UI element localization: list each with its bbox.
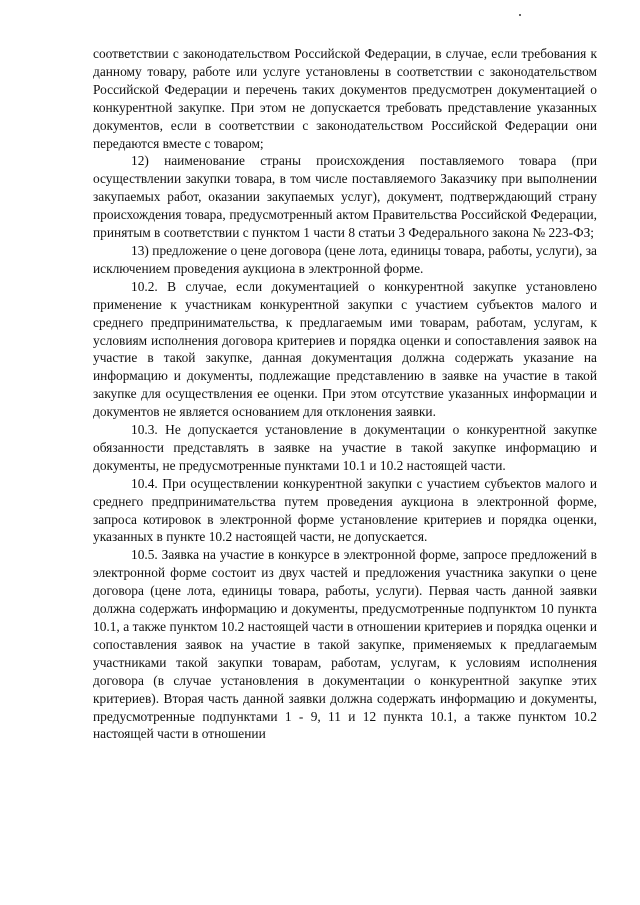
paragraph-continuation: соответствии с законодательством Российской Федерации, в случае, если требования к данному товару, работе или услуге установлены в соответствии с законодательством Российской Федерации и перечень таких документов предусмотрен документацией о конкурентной закупке. При этом не допускается требовать представление указанных документов, если в соответствии с законодательством Российской Федерации они передаются вместе с товаром; bbox=[93, 46, 597, 151]
paragraph-10-4: 10.4. При осуществлении конкурентной закупки с участием субъектов малого и среднего предпринимательства путем проведения аукциона в электронной форме, запроса котировок в электронной форме установление критериев и порядка оценки, указанных в пункте 10.2 настоящей части, не допускается. bbox=[93, 475, 597, 545]
paragraph-item-12: 12) наименование страны происхождения поставляемого товара (при осуществлении закупки товара, в том числе поставляемого Заказчику при выполнении закупаемых работ, оказании закупаемых услуг), документ, подтверждающий страну происхождения товара, предусмотренный актом Правительства Российской Федерации, принятым в соответствии с пунктом 1 части 8 статьи 3 Федерального закона № 223-ФЗ; bbox=[93, 153, 597, 241]
document-page bbox=[93, 45, 597, 743]
paragraph-10-5: 10.5. Заявка на участие в конкурсе в электронной форме, запросе предложений в электронной форме состоит из двух частей и предложения участника закупки о цене договора (цене лота, единицы товара, работы, услуги). Первая часть данной заявки должна содержать информацию и документы, предусмотренные подпунктом 10 пункта 10.1, а также пунктом 10.2 настоящей части в отношении критериев и порядка оценки и сопоставления заявок на участие в такой закупке, применяемых к предлагаемым участниками такой закупки товарам, работам, услугам, к условиям исполнения договора (в случае установления в документации о конкурентной закупке этих критериев). Вторая часть данной заявки должна содержать информацию и документы, предусмотренные подпунктами 1 - 9, 11 и 12 пункта 10.1, а также пунктом 10.2 настоящей части в отношении bbox=[93, 547, 597, 742]
scan-dot-mark bbox=[519, 14, 521, 16]
paragraph-10-3: 10.3. Не допускается установление в документации о конкурентной закупке обязанности представлять в заявке на участие в такой закупке информацию и документы, не предусмотренные пунктами 10.1 и 10.2 настоящей части. bbox=[93, 422, 597, 473]
paragraph-10-2: 10.2. В случае, если документацией о конкурентной закупке установлено применение к участникам конкурентной закупки с участием субъектов малого и среднего предпринимательства, к предлагаемым ими товарам, работам, услугам, к условиям исполнения договора критериев и порядка оценки и сопоставления заявок на участие в такой закупке, данная документация должна содержать указание на информацию и документы, подлежащие представлению в заявке на участие в такой закупке для осуществления ее оценки. При этом отсутствие указанных информации и документов не является основанием для отклонения заявки. bbox=[93, 278, 597, 420]
paragraph-item-13: 13) предложение о цене договора (цене лота, единицы товара, работы, услуги), за исключением проведения аукциона в электронной форме. bbox=[93, 242, 597, 276]
